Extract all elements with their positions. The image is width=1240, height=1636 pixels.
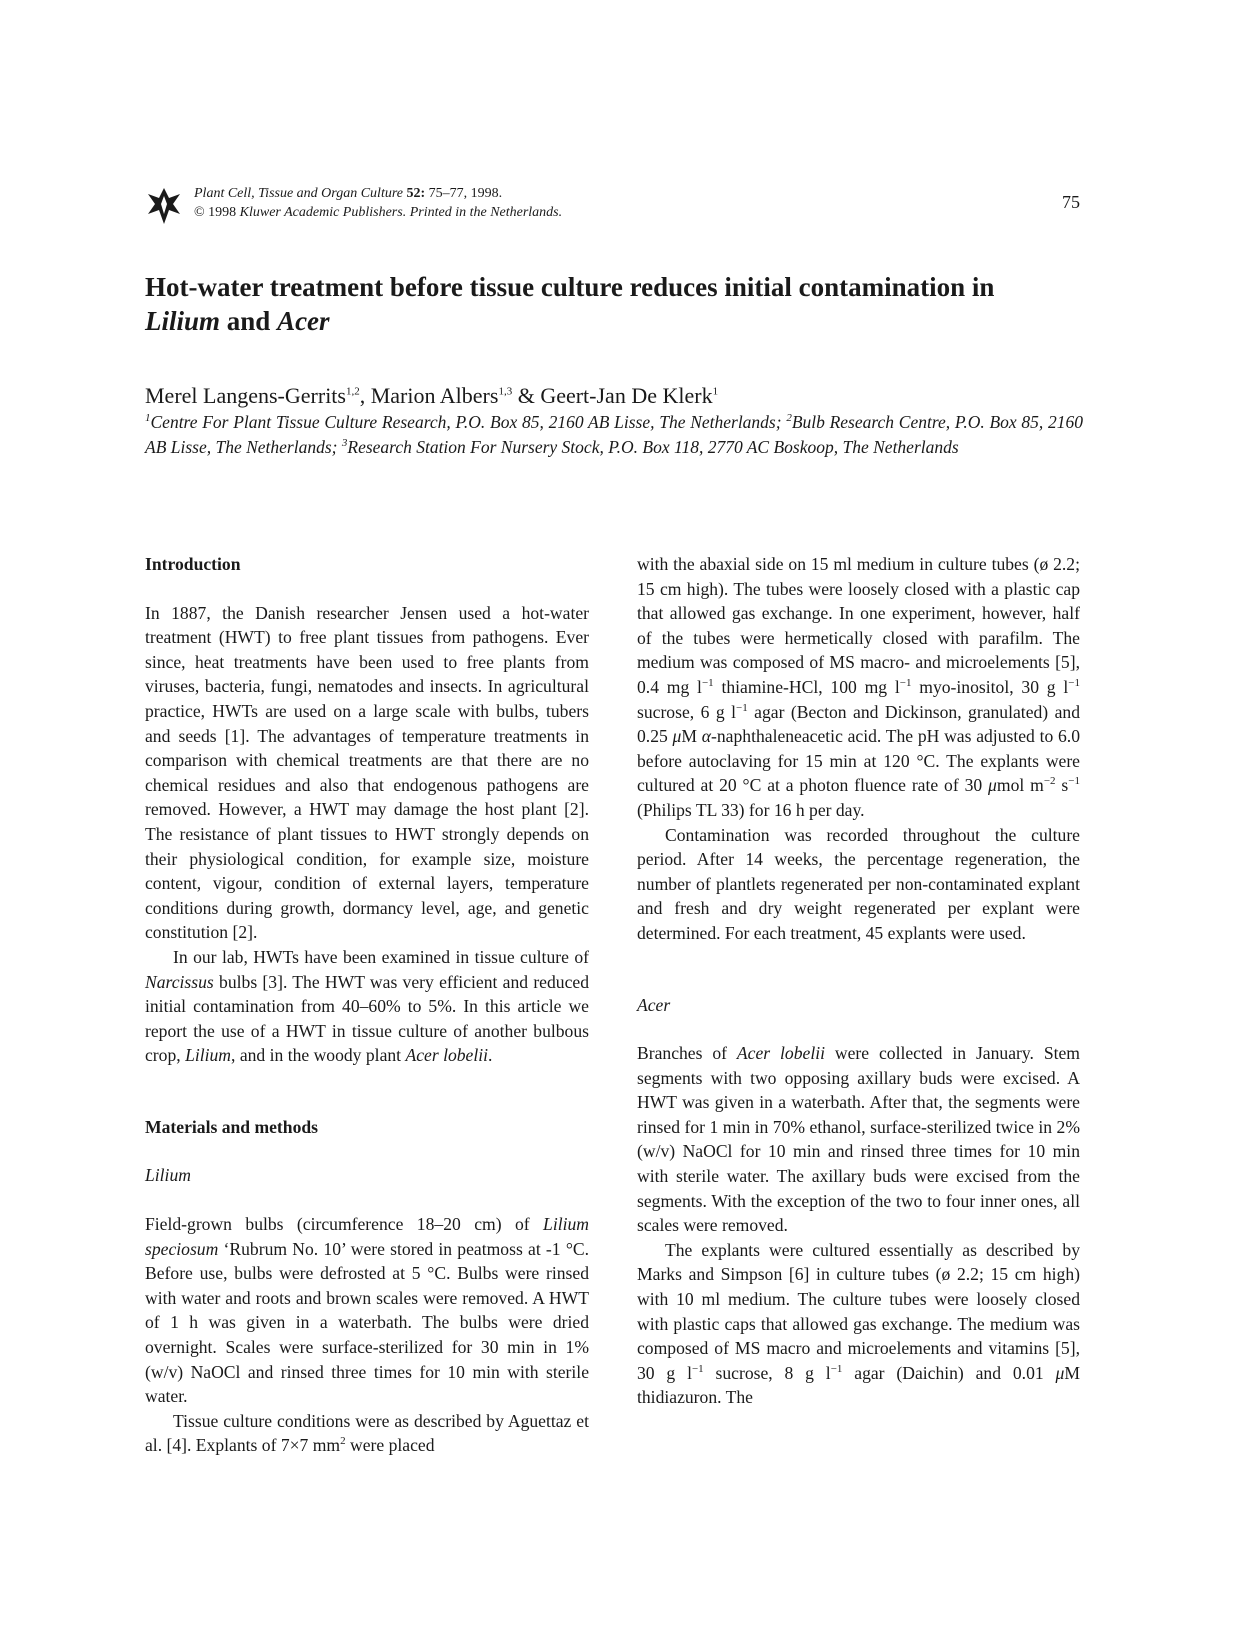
publisher-logo xyxy=(146,186,182,226)
acer-paragraph-1: Branches of Acer lobelii were collected in January. Stem segments with two opposing axillary buds were excised. A HWT was given in a waterbath. After that, the segments were rinsed for 1 min in 70% ethanol, surface-sterilized twice in 2% (w/v) NaOCl for 10 min and rinsed three times for 10 min with sterile water. The axillary buds were excised from the segments. With the exception of the two to four inner ones, all scales were removed. xyxy=(637,1043,1080,1236)
right-column xyxy=(637,552,1080,1410)
section-heading-introduction: Introduction xyxy=(145,554,241,574)
author-name: Geert-Jan De Klerk xyxy=(540,383,713,408)
author-name: Marion Albers xyxy=(370,383,499,408)
intro-paragraph-2: In our lab, HWTs have been examined in tissue culture of Narcissus bulbs [3]. The HWT was very efficient and reduced initial contamination from 40–60% to 5%. In this article we report the use of a HWT in tissue culture of another bulbous crop, Lilium, and in the woody plant Acer lobelii. xyxy=(145,946,589,1066)
subsection-heading-acer: Acer xyxy=(637,994,671,1015)
affiliations: $^1$Centre For Plant Tissue Culture Research, P.O. Box 85, 2160 AB Lisse, The Netherlands; $^2$Bulb Research Centre, P.O. Box 85, 2160 AB Lisse, The Netherlands; $^3$Research Station For Nursery Stock, P.O. Box 118, 2770 AC Boskoop, The Netherlands xyxy=(145,412,1083,457)
methods-paragraph-continued: with the abaxial side on 15 ml medium in culture tubes (ø 2.2; 15 cm high). The tubes were loosely closed with a plastic cap that allowed gas exchange. In one experiment, however, half of the tubes were hermetically closed with parafilm. The medium was composed of MS macro- and microelements [5], 0.4 mg $l^{-1}$ thiamine-HCl, 100 mg $l^{-1}$ myo-inositol, 30 g $l^{-1}$ sucrose, 6 g $l^{-1}$ agar (Becton and Dickinson, granulated) and 0.25 μM α-naphthaleneacetic acid. The pH was adjusted to 6.0 before autoclaving for 15 min at 120 °C. The explants were cultured at 20 °C at a photon fluence rate of 30 μmol $m^{-2}$ $s^{-1}$ (Philips TL 33) for 16 h per day. xyxy=(637,554,1081,820)
page-number: 75 xyxy=(1062,192,1080,212)
journal-citation: Plant Cell, Tissue and Organ Culture 52: 75–77, 1998. xyxy=(194,186,503,201)
paper-title: Hot-water treatment before tissue culture reduces initial contamination in Lilium and Acer xyxy=(145,272,995,336)
author-list: Merel Langens-Gerrits$^{1,2}$, Marion Albers$^{1,3}$ & Geert-Jan De Klerk$^1$ xyxy=(145,383,719,408)
copyright-line: © 1998 Kluwer Academic Publishers. Printed in the Netherlands. xyxy=(194,205,563,220)
left-column xyxy=(145,552,589,1458)
subsection-heading-lilium: Lilium xyxy=(145,1165,191,1186)
lilium-paragraph-2: Tissue culture conditions were as described by Aguettaz et al. [4]. Explants of 7×7 $mm^2$ were placed xyxy=(145,1410,589,1456)
acer-paragraph-2: The explants were cultured essentially as described by Marks and Simpson [6] in culture tubes (ø 2.2; 15 cm high) with 10 ml medium. The culture tubes were loosely closed with plastic caps that allowed gas exchange. The medium was composed of MS macro and microelements and vitamins [5], 30 g $l^{-1}$ sucrose, 8 g $l^{-1}$ agar (Daichin) and 0.01 μM thidiazuron. The xyxy=(637,1239,1080,1408)
lilium-paragraph-1: Field-grown bulbs (circumference 18–20 cm) of Lilium speciosum ‘Rubrum No. 10’ were stored in peatmoss at -1 °C. Before use, bulbs were defrosted at 5 °C. Bulbs were rinsed with water and roots and brown scales were removed. A HWT of 1 h was given in a waterbath. The bulbs were dried overnight. Scales were surface-sterilized for 30 min in 1% (w/v) NaOCl and rinsed three times for 10 min with sterile water. xyxy=(145,1214,589,1407)
contamination-paragraph: Contamination was recorded throughout the culture period. After 14 weeks, the percentage regeneration, the number of plantlets regenerated per non-contaminated explant and fresh and dry weight regenerated per explant were determined. For each treatment, 45 explants were used. xyxy=(637,824,1080,943)
journal-header xyxy=(194,184,694,222)
section-heading-materials: Materials and methods xyxy=(145,1116,318,1137)
author-name: Merel Langens-Gerrits xyxy=(145,383,346,408)
intro-paragraph-1: In 1887, the Danish researcher Jensen used a hot-water treatment (HWT) to free plant tissues from pathogens. Ever since, heat treatments have been used to free plants from viruses, bacteria, fungi, nematodes and insects. In agricultural practice, HWTs are used on a large scale with bulbs, tubers and seeds [1]. The advantages of temperature treatments in comparison with chemical treatments are that there are no chemical residues and also that endogenous pathogens are removed. However, a HWT may damage the host plant [2]. The resistance of plant tissues to HWT strongly depends on their physiological condition, for example size, moisture content, vigour, condition of external layers, temperature conditions during growth, dormancy level, age, and genetic constitution [2]. xyxy=(145,602,589,943)
